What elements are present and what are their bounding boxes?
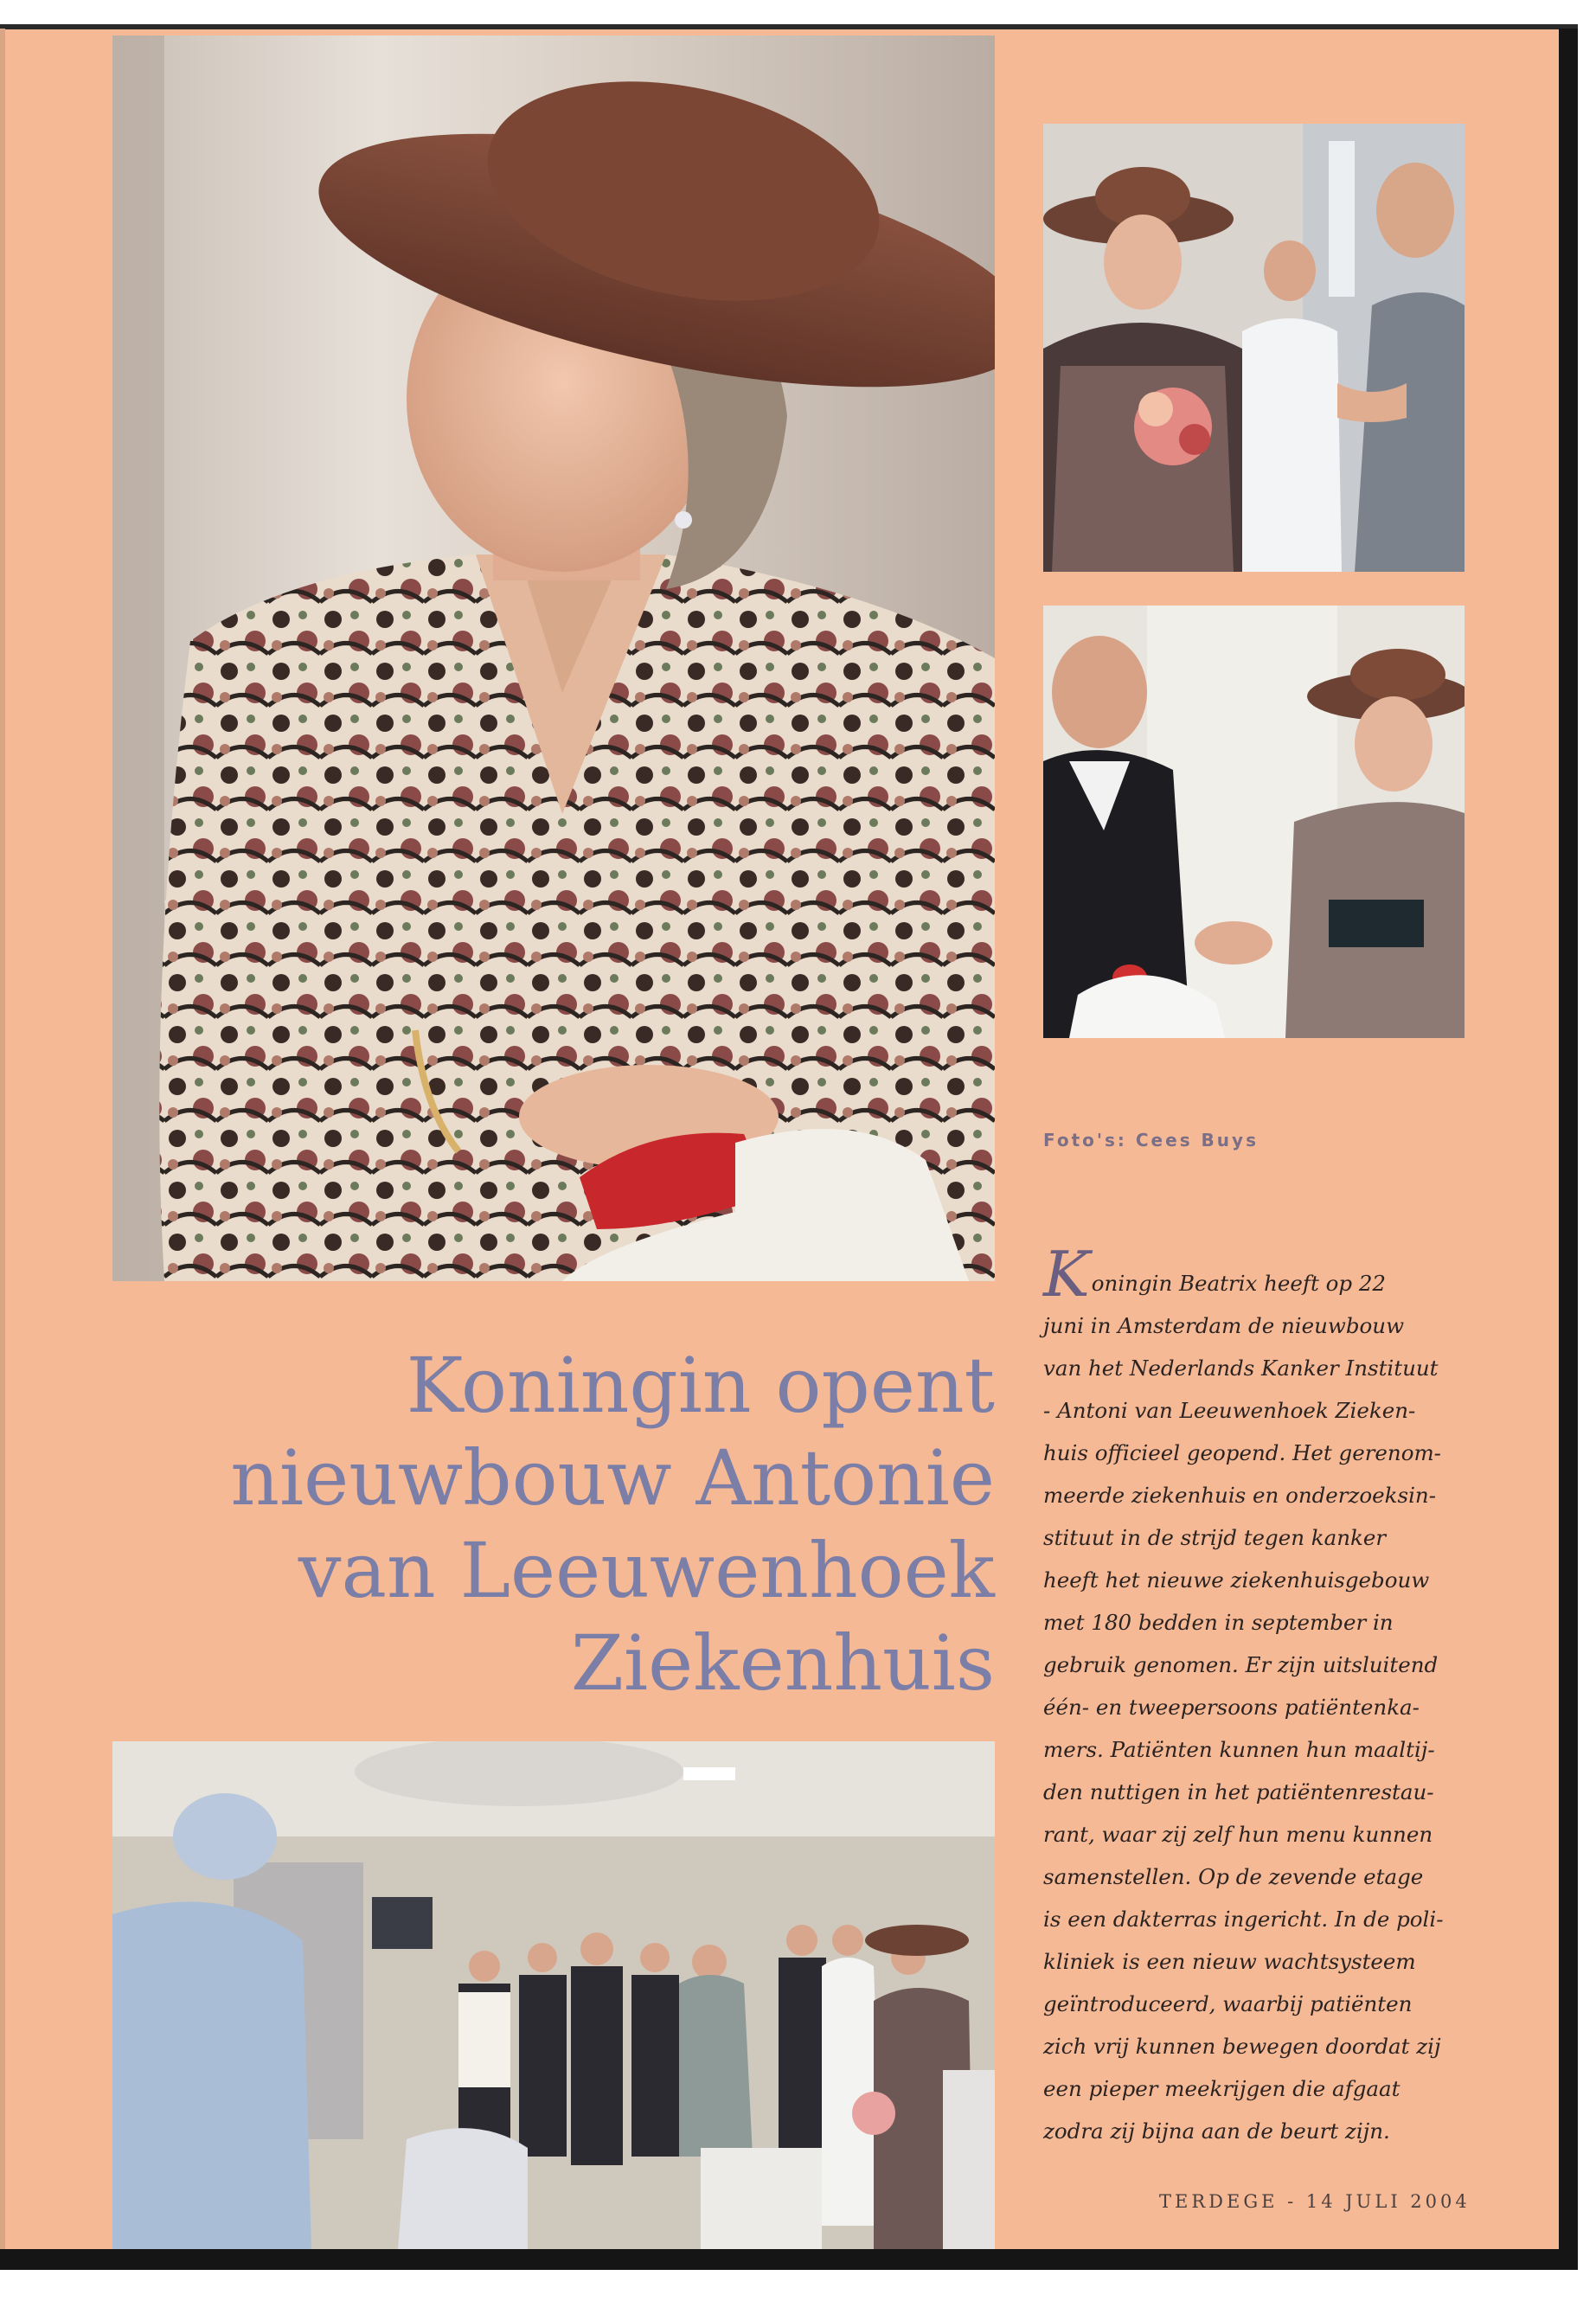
article-line: den nuttigen in het patiëntenrestau- <box>1043 1779 1434 1804</box>
article-line: een pieper meekrijgen die afgaat <box>1043 2076 1401 2101</box>
article-line: heeft het nieuwe ziekenhuisgebouw <box>1043 1567 1430 1593</box>
handshake-photo <box>1043 606 1465 1038</box>
article-line: is een dakterras ingericht. In de poli- <box>1043 1907 1444 1932</box>
page-edge-right <box>1559 29 1578 2269</box>
article-line: mers. Patiënten kunnen hun maaltij- <box>1043 1737 1435 1762</box>
article-line: rant, waar zij zelf hun menu kunnen <box>1043 1822 1433 1847</box>
page-edge-bottom <box>0 2249 1578 2270</box>
article-line: gebruik genomen. Er zijn uitsluitend <box>1043 1652 1439 1677</box>
article-line: zich vrij kunnen bewegen doordat zij <box>1043 2034 1441 2059</box>
article-line: - Antoni van Leeuwenhoek Zieken- <box>1043 1398 1416 1423</box>
article-line: juni in Amsterdam de nieuwbouw <box>1043 1313 1405 1338</box>
headline <box>112 1339 995 1709</box>
operating-room-tour-photo <box>112 1741 995 2249</box>
headline-line: van Leeuwenhoek <box>298 1526 995 1615</box>
drop-cap: K <box>1043 1238 1090 1311</box>
article-line: kliniek is een nieuw wachtsysteem <box>1043 1949 1416 1974</box>
article-line: geïntroduceerd, waarbij patiënten <box>1043 1991 1413 2016</box>
article-line: huis officieel geopend. Het gerenom- <box>1043 1440 1441 1465</box>
article-body <box>1043 1238 1493 2152</box>
headline-line: nieuwbouw Antonie <box>230 1433 995 1522</box>
headline-line: Koningin opent <box>406 1341 995 1430</box>
page-edge-top <box>0 24 1578 29</box>
article-line: van het Nederlands Kanker Instituut <box>1043 1356 1439 1381</box>
article-line: samenstellen. Op de zevende etage <box>1043 1864 1424 1889</box>
queen-portrait-photo <box>112 35 995 1281</box>
article-line: zodra zij bijna aan de beurt zijn. <box>1043 2118 1390 2144</box>
magazine-page <box>0 29 1559 2249</box>
article-line: Koningin Beatrix heeft op 22 <box>1043 1238 1387 1311</box>
page-footer: TERDEGE - 14 JULI 2004 <box>1159 2191 1471 2212</box>
article-line: meerde ziekenhuis en onderzoeksin- <box>1043 1483 1436 1508</box>
photo-credit: Foto's: Cees Buys <box>1043 1130 1259 1150</box>
page-edge-left <box>0 29 5 2249</box>
article-line: één- en tweepersoons patiëntenka- <box>1043 1695 1420 1720</box>
queen-with-flowers-photo <box>1043 124 1465 572</box>
article-line: met 180 bedden in september in <box>1043 1610 1394 1635</box>
headline-line: Ziekenhuis <box>570 1618 995 1708</box>
article-line: stituut in de strijd tegen kanker <box>1043 1525 1387 1550</box>
